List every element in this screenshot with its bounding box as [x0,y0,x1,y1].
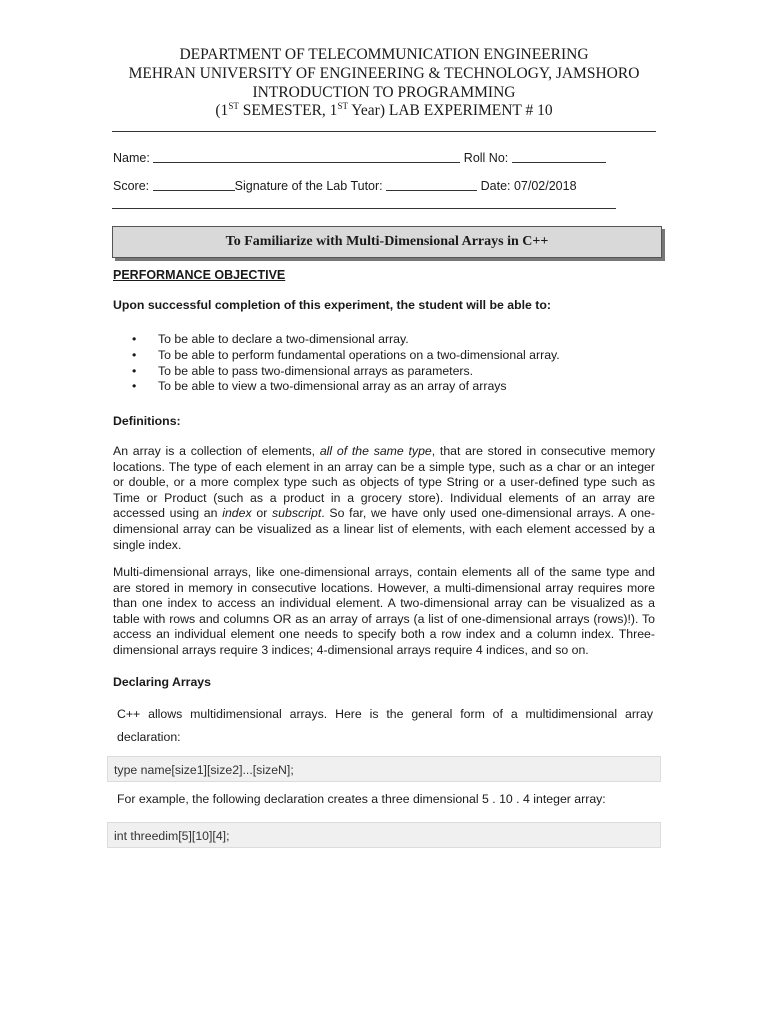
name-row [113,150,606,165]
semester-mid: SEMESTER, 1 [238,102,338,119]
form-divider [112,208,616,209]
score-row [113,178,577,193]
bullet: • [132,347,137,362]
list-item [113,332,560,348]
declaring-arrays-heading: Declaring Arrays [113,675,211,689]
list-item-text: To be able to perform fundamental operations on a two-dimensional array. [158,347,560,362]
definitions-text: An array is a collection of elements, [113,444,320,458]
definitions-italic-index: index [222,506,252,521]
code-block-example: int threedim[5][10][4]; [107,822,661,848]
date-label: Date: 07/02/2018 [480,179,577,193]
definitions-text: . So far, we have only used one-dimensional arrays. A one-dimensional array can be visualized as a linear list of elements, with each element accessed by a single index. [113,506,655,552]
experiment-title: To Familiarize with Multi-Dimensional Arrays in C++ [112,226,662,258]
list-item-text: To be able to view a two-dimensional array as an array of arrays [158,379,507,394]
roll-label: Roll No: [463,151,509,165]
semester-close: Year) LAB EXPERIMENT # 10 [347,102,553,119]
definitions-italic-text: all of the same type [319,444,432,458]
year-sup: ST [337,101,348,111]
course-heading: INTRODUCTION TO PROGRAMMING [252,84,516,101]
signature-field[interactable] [386,178,477,191]
list-item [113,364,560,380]
objective-intro: Upon successful completion of this experiment, the student will be able to: [113,298,551,312]
semester-sup: ST [228,101,239,111]
university-heading: MEHRAN UNIVERSITY OF ENGINEERING & TECHNOLOGY, JAMSHORO [128,65,640,82]
score-field[interactable] [153,178,235,191]
bullet: • [132,332,137,346]
list-item-text: To be able to declare a two-dimensional array. [158,332,409,346]
declaring-paragraph: C++ allows multidimensional arrays. Here is the general form of a multidimensional array declaration: [117,707,653,744]
semester-open: (1 [215,102,229,119]
definitions-text: or [251,506,273,521]
list-item [113,348,560,364]
list-item [113,379,560,395]
definitions-italic-subscript: subscript [272,506,322,521]
name-field[interactable] [153,150,460,163]
example-paragraph: For example, the following declaration creates a three dimensional 5 . 10 . 4 integer array: [117,792,606,806]
bullet: • [132,379,137,394]
bullet: • [132,363,137,378]
score-label: Score: [113,179,150,193]
header-divider [112,131,656,132]
list-item-text: To be able to pass two-dimensional arrays as parameters. [158,363,474,378]
objective-list [113,332,560,395]
department-heading: DEPARTMENT OF TELECOMMUNICATION ENGINEERING [179,46,589,63]
definitions-paragraph-2: Multi-dimensional arrays, like one-dimensional arrays, contain elements all of the same type and are stored in memory in consecutive locations. However, a multi-dimensional array requires more than one index to access an individual element. A two-dimensional array can be visualized as a table with rows and columns OR as an array of arrays (a list of one-dimensional arrays (rows)!). To access an individual element one needs to specify both a row index and a column index. Three-dimensional arrays require 3 indices; 4-dimensional arrays require 4 indices, and so on. [113,565,655,657]
definitions-heading: Definitions: [113,414,181,428]
code-block-general-form: type name[size1][size2]...[sizeN]; [107,756,661,782]
definitions-paragraph-1 [113,444,655,553]
signature-label: Signature of the Lab Tutor: [234,179,383,193]
name-label: Name: [113,151,150,165]
roll-field[interactable] [512,150,606,163]
performance-objective-heading: PERFORMANCE OBJECTIVE [113,268,286,282]
definitions-text: , that are stored in consecutive memory locations. The type of each element in an array can be a simple type, such as a char or an integer or double, or a more complex type such as objects of type String or a user-defined type such as Time or Product (such as a product in a grocery store). Individual elements of an array are accessed using an [113,444,655,521]
lab-experiment-heading [0,102,768,120]
